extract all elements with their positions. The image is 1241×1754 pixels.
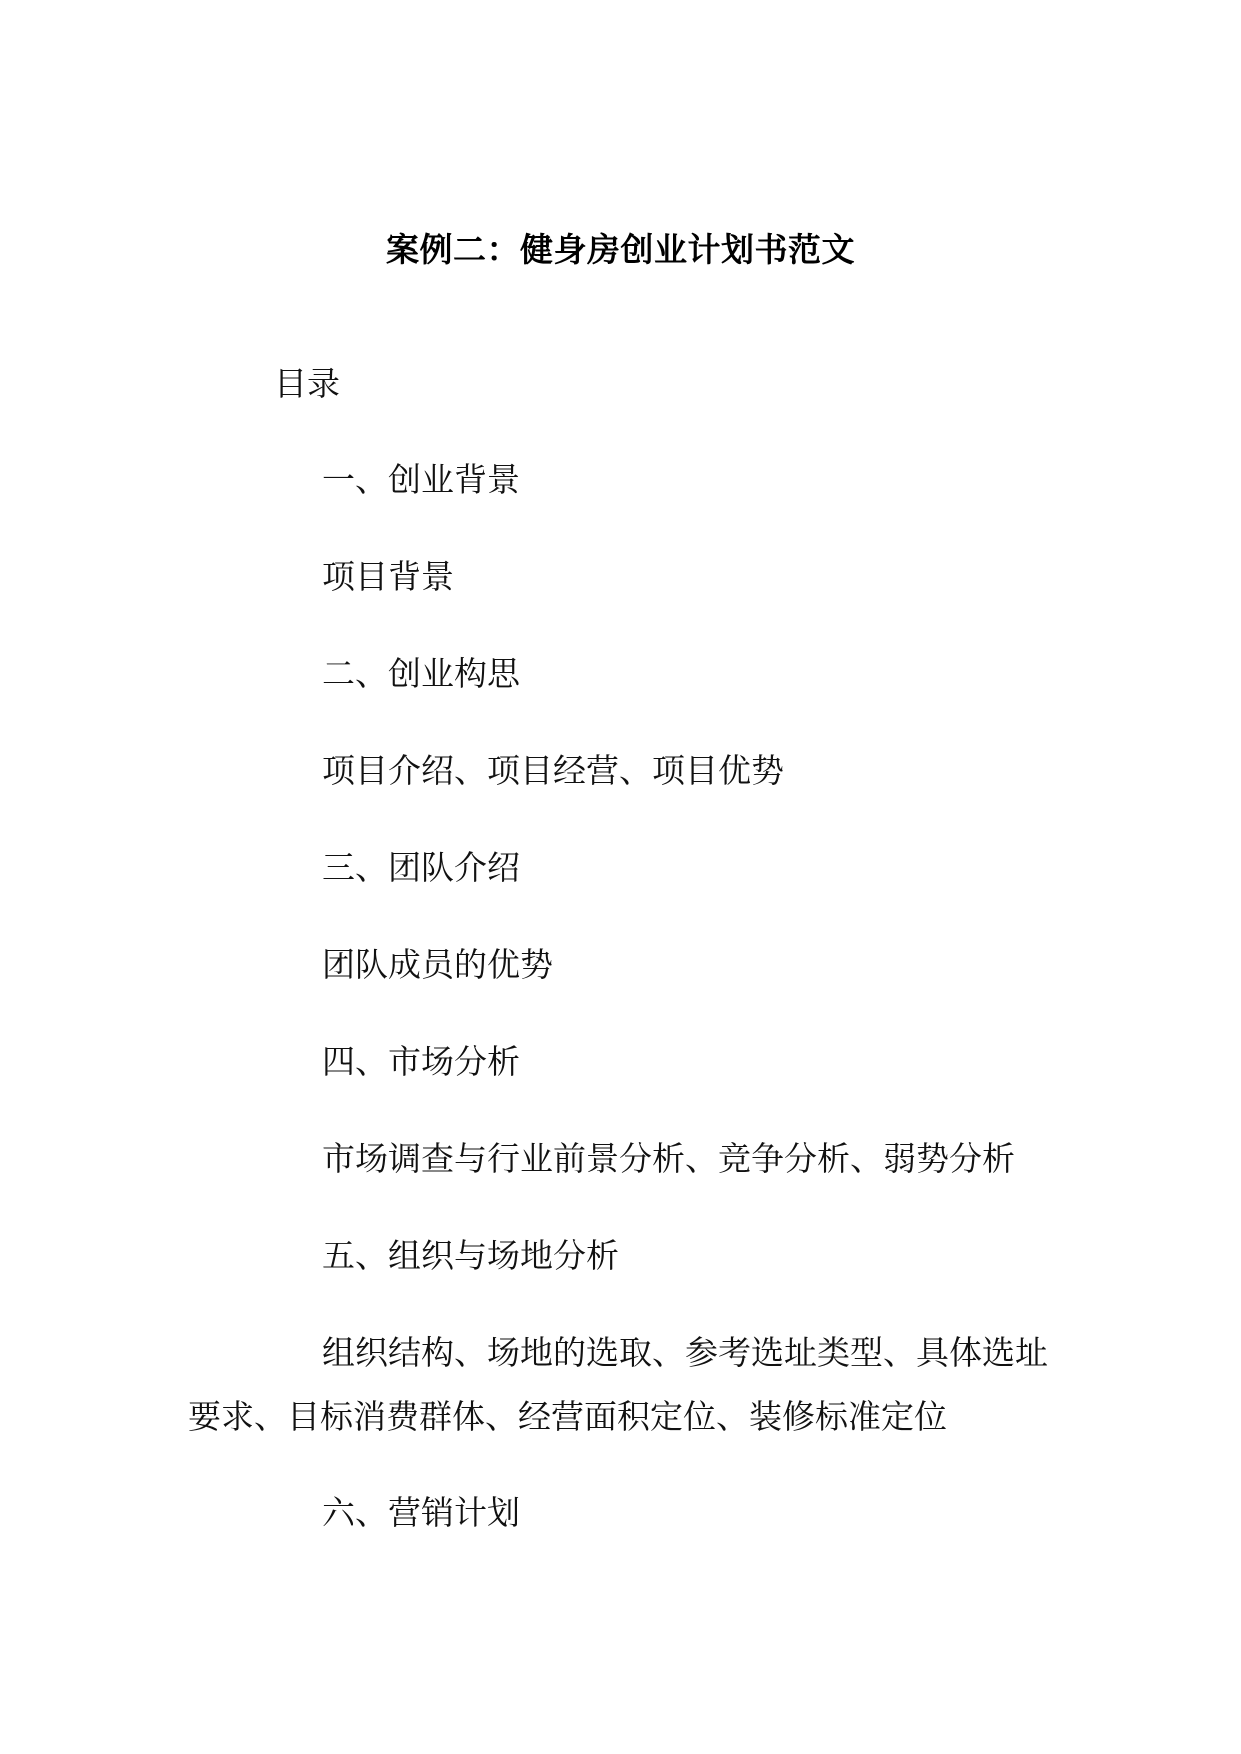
toc-subitem-2: 项目介绍、项目经营、项目优势 [322, 751, 784, 790]
document-title: 案例二：健身房创业计划书范文 [386, 230, 855, 269]
toc-section-4: 四、市场分析 [322, 1042, 520, 1081]
toc-section-5: 五、组织与场地分析 [322, 1236, 619, 1275]
toc-subitem-4: 市场调查与行业前景分析、竞争分析、弱势分析 [322, 1139, 1015, 1178]
toc-section-3: 三、团队介绍 [322, 848, 520, 887]
toc-section-2: 二、创业构思 [322, 654, 520, 693]
toc-subitem-1: 项目背景 [322, 557, 454, 596]
toc-subitem-3: 团队成员的优势 [322, 945, 553, 984]
toc-section-6: 六、营销计划 [322, 1493, 520, 1532]
toc-subitem-5: 组织结构、场地的选取、参考选址类型、具体选址要求、目标消费群体、经营面积定位、装修标准定位 [188, 1333, 1048, 1436]
toc-section-1: 一、创业背景 [322, 460, 520, 499]
toc-heading: 目录 [274, 364, 340, 403]
